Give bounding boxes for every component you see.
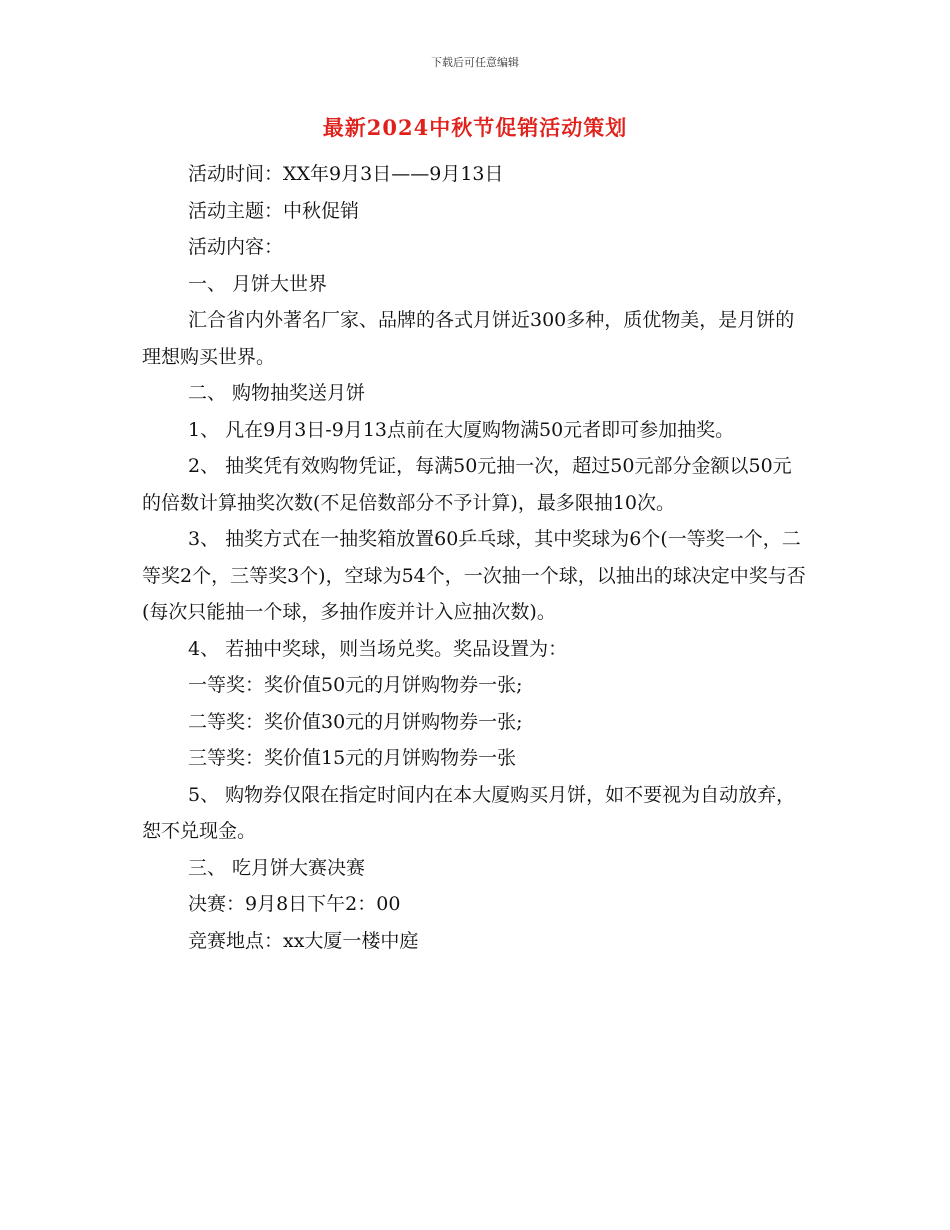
- section-heading-3: 三、 吃月饼大赛决赛: [188, 856, 366, 879]
- paragraph: 汇合省内外著名厂家、品牌的各式月饼近300多种，质优物美，是月饼的理想购买世界。: [142, 309, 795, 368]
- document-body: [142, 156, 810, 959]
- paragraph: 1、 凡在9月3日-9月13点前在大厦购物满50元者即可参加抽奖。: [188, 418, 735, 441]
- prize-second: 二等奖：奖价值30元的月饼购物券一张;: [188, 710, 523, 733]
- header-note: 下载后可任意编辑: [431, 56, 519, 69]
- paragraph: 4、 若抽中奖球，则当场兑奖。奖品设置为：: [188, 637, 568, 660]
- prize-third: 三等奖：奖价值15元的月饼购物券一张: [188, 747, 517, 769]
- paragraph: 2、 抽奖凭有效购物凭证，每满50元抽一次，超过50元部分金额以50元的倍数计算抽奖次数(不足倍数部分不予计算)，最多限抽10次。: [142, 455, 792, 514]
- section-heading-2: 二、 购物抽奖送月饼: [188, 382, 366, 404]
- document-title: 最新2024中秋节促销活动策划: [322, 115, 628, 140]
- section-heading-1: 一、 月饼大世界: [188, 272, 328, 295]
- paragraph-final-time: 决赛：9月8日下午2：00: [188, 893, 401, 915]
- paragraph-activity-time: 活动时间：XX年9月3日——9月13日: [188, 163, 504, 185]
- prize-first: 一等奖：奖价值50元的月饼购物券一张;: [188, 674, 523, 696]
- paragraph: 5、 购物券仅限在指定时间内在本大厦购买月饼，如不要视为自动放弃，恕不兑现金。: [142, 783, 796, 842]
- paragraph-venue: 竞赛地点：xx大厦一楼中庭: [188, 929, 419, 952]
- paragraph: 3、 抽奖方式在一抽奖箱放置60乒乓球，其中奖球为6个(一等奖一个，二等奖2个，三等奖3个)，空球为54个，一次抽一个球，以抽出的球决定中奖与否(每次只能抽一个球，多抽作废并计入应抽次数)。: [142, 528, 806, 623]
- paragraph-activity-theme: 活动主题：中秋促销: [188, 199, 360, 222]
- paragraph-activity-content: 活动内容：: [188, 236, 284, 258]
